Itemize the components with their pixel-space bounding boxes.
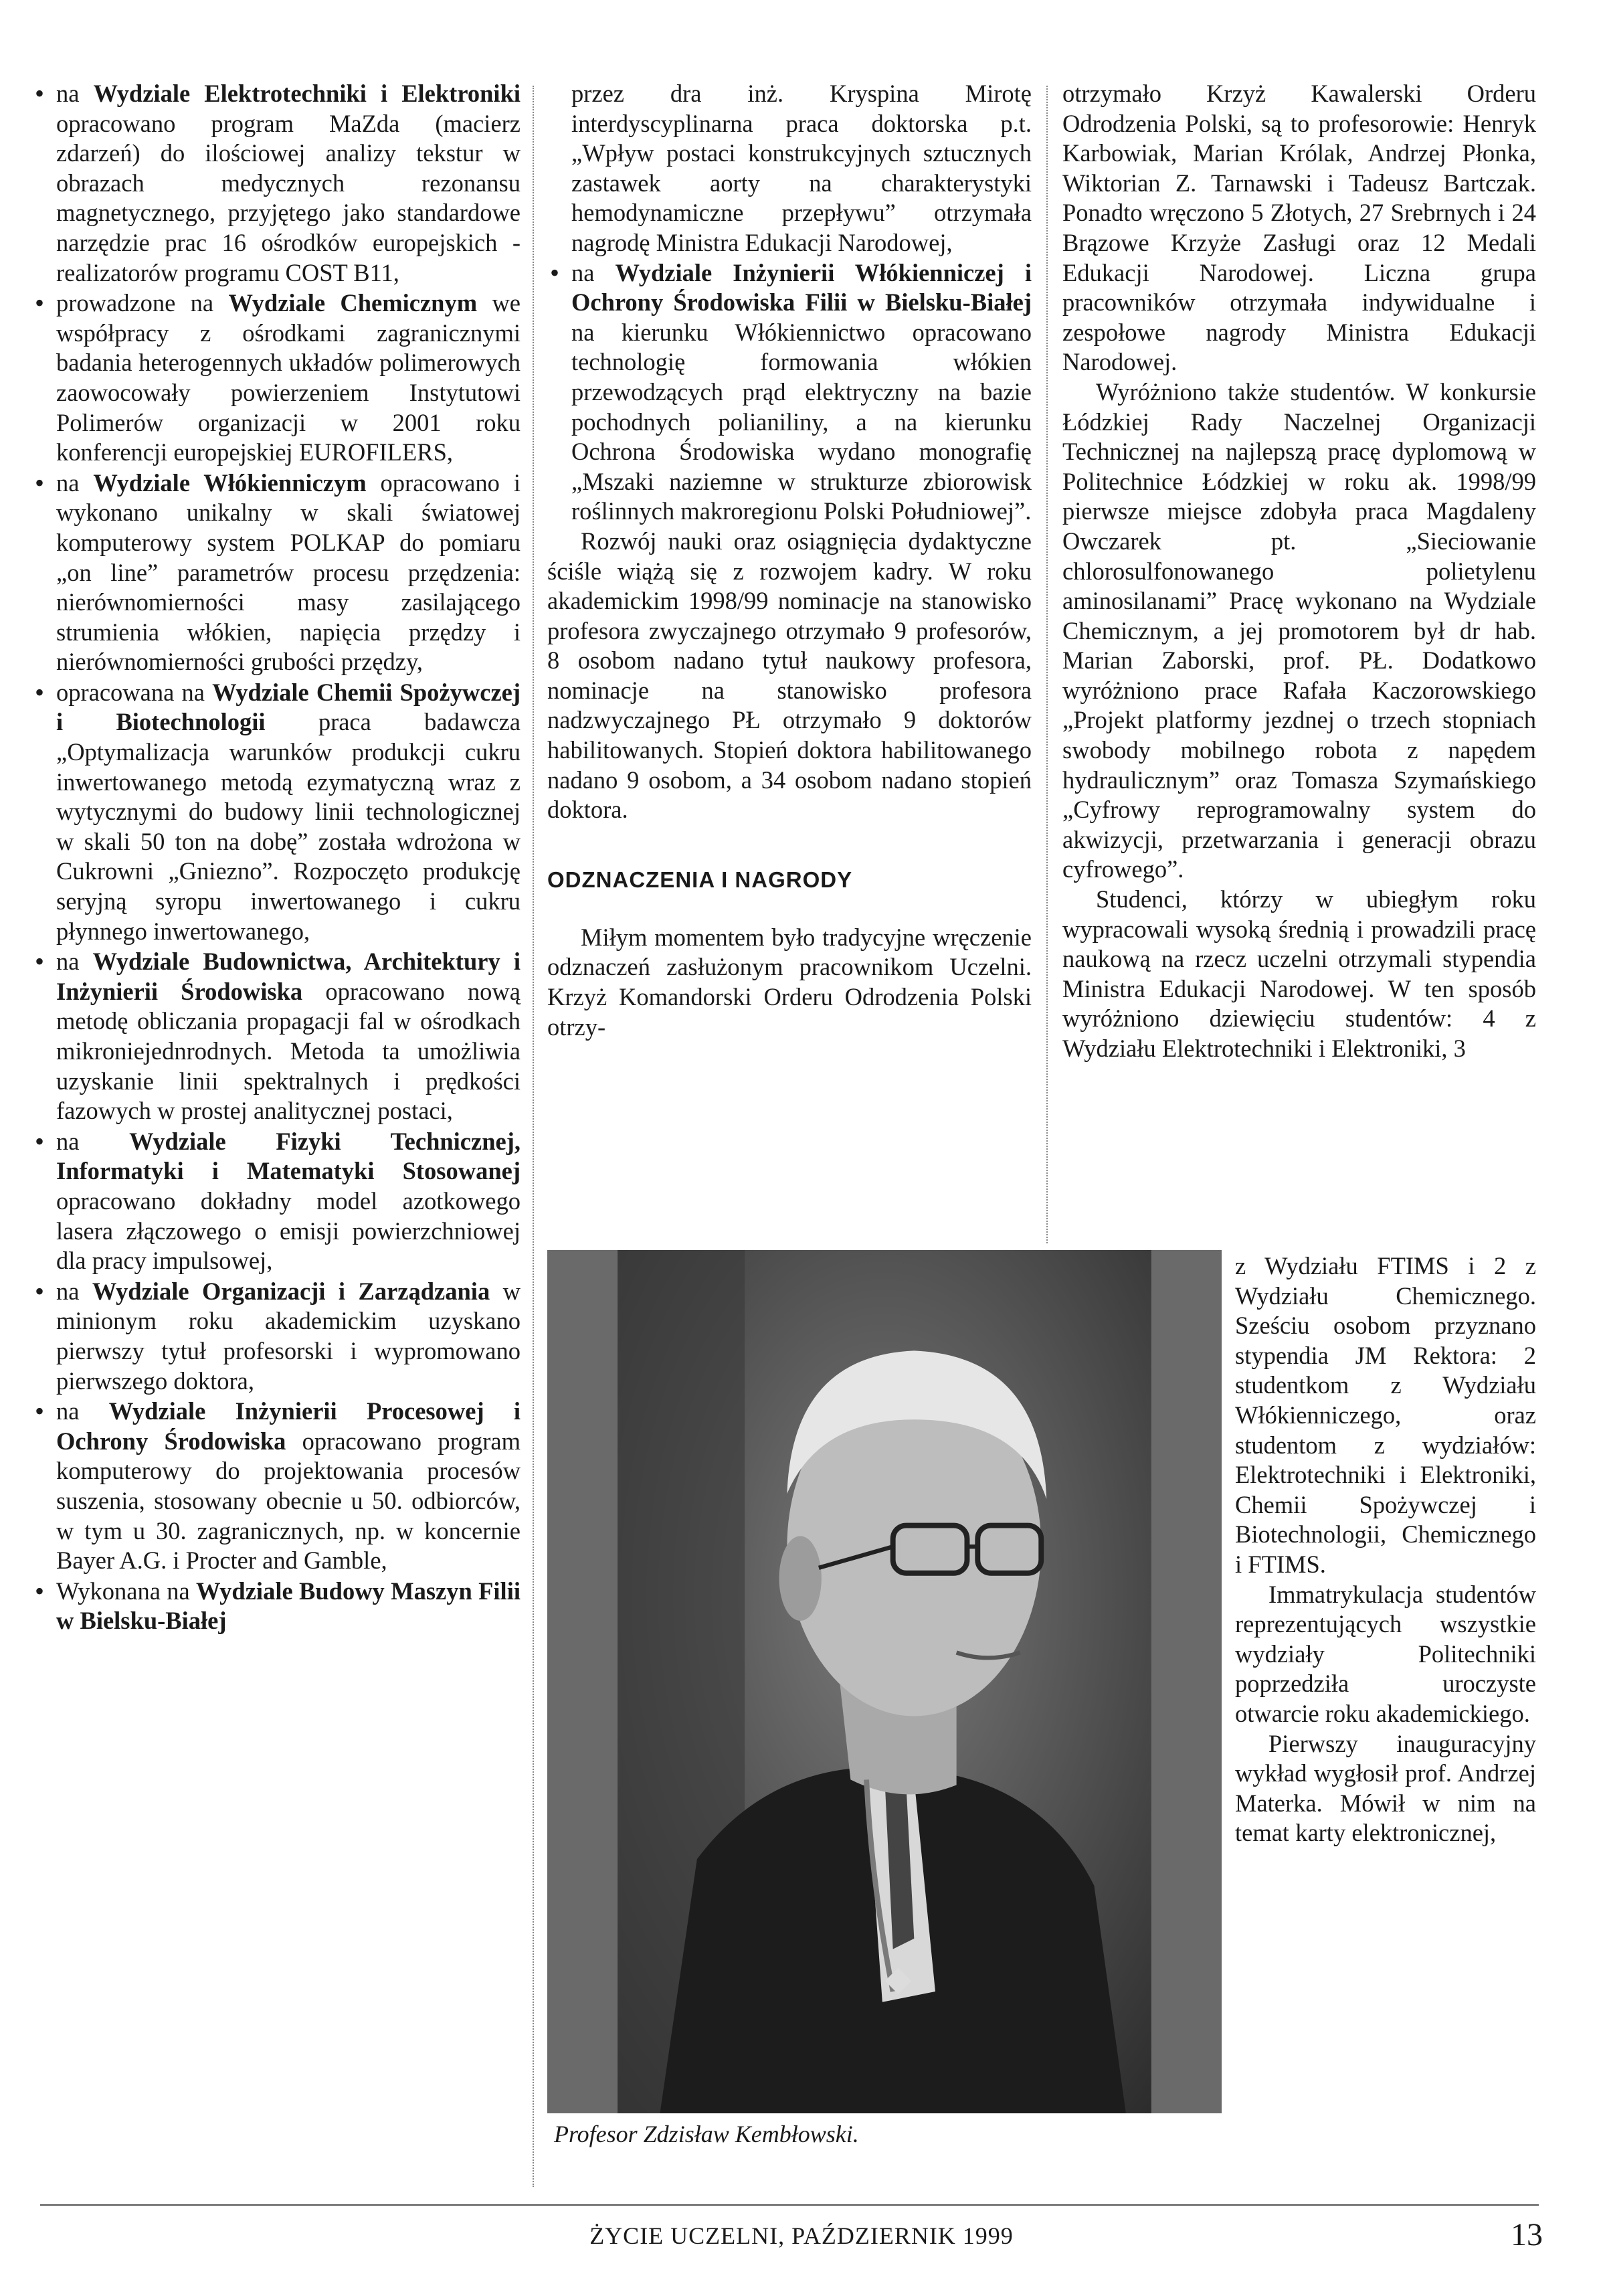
paragraph: z Wydziału FTIMS i 2 z Wydziału Chemicznego. Sześciu osobom przyznano stypendia JM Rektora: 2 studentkom z Wydziału Włókienniczego, oraz studentom z wydziałów: Elektrotechniki i Elektroniki, Chemii Spożywczej i Biotechnologii, Chemicznego i FTIMS. <box>1235 1252 1536 1578</box>
paragraph: Miłym momentem było tradycyjne wręczenie odznaczeń zasłużonym pracownikom Uczelni. Krzyż Komandorski Orderu Odrodzenia Polski otrzy- <box>547 923 1032 1041</box>
list-item: • Wykonana na Wydziale Budowy Maszyn Filii w Bielsku-Białej <box>32 1577 521 1636</box>
footer-rule <box>40 2204 1539 2206</box>
list-item: • na Wydziale Inżynierii Procesowej i Ochrony Środowiska opracowano program komputerowy do projektowania procesów suszenia, stosowany obecnie u 50. odbiorców, w tym u 30. zagranicznych, np. w koncernie Bayer A.G. i Procter and Gamble, <box>32 1397 521 1576</box>
list-item: • na Wydziale Fizyki Technicznej, Informatyki i Matematyki Stosowanej opracowano dokładny model azotkowego lasera złączowego o emisji powierzchniowej dla pracy impulsowej, <box>32 1127 521 1276</box>
list-item: • opracowana na Wydziale Chemii Spożywczej i Biotechnologii praca badawcza „Optymalizacja warunków produkcji cukru inwertowanego metodą ezymatyczną wraz z wytycznymi do budowy linii technologicznej w skali 50 ton na dobę” została wdrożona w Cukrowni „Gniezno”. Rozpoczęto produkcję seryjną syropu inwertowanego i cukru płynnego inwertowanego, <box>32 678 521 946</box>
achievements-list-cont <box>547 258 1032 527</box>
achievements-list <box>32 79 521 1636</box>
list-item: • na Wydziale Organizacji i Zarządzania w minionym roku akademickim uzyskano pierwszy tytuł profesorski i wypromowano pierwszego doktora, <box>32 1277 521 1396</box>
list-item: • na Wydziale Inżynierii Włókienniczej i Ochrony Środowiska Filii w Bielsku-Białej na kierunku Włókiennictwo opracowano technologię formowania włókien przewodzących prąd elektryczny na bazie pochodnych polianiliny, a na kierunku Ochrona Środowiska wydano monografię „Mszaki naziemne w strukturze zbiorowisk roślinnych makroregionu Polski Południowej”. <box>547 258 1032 527</box>
paragraph: Immatrykulacja studentów reprezentujących wszystkie wydziały Politechniki poprzedziła uroczyste otwarcie roku akademickiego. <box>1235 1580 1536 1727</box>
list-item: • na Wydziale Włókienniczym opracowano i wykonano unikalny w skali światowej komputerowy system POLKAP do pomiaru „on line” parametrów procesu przędzenia: nierównomierności masy zasilającego strumienia włókien, napięcia przędzy i nierównomierności grubości przędzy, <box>32 468 521 677</box>
portrait-image <box>547 1250 1222 2113</box>
running-footer <box>0 2222 1603 2250</box>
list-continuation: przez dra inż. Kryspina Mirotę interdyscyplinarna praca doktorska p.t. „Wpływ postaci konstrukcyjnych sztucznych zastawek aorty na charakterystyki hemodynamiczne przepływu” otrzymała nagrodę Ministra Edukacji Narodowej, <box>571 80 1032 256</box>
portrait-photo <box>547 1250 1222 2113</box>
page-number: 13 <box>1511 2217 1543 2253</box>
paragraph: Pierwszy inauguracyjny wykład wygłosił prof. Andrzej Materka. Mówił w nim na temat karty elektronicznej, <box>1235 1729 1536 1847</box>
column-1 <box>32 79 521 1636</box>
photo-caption: Profesor Zdzisław Kembłowski. <box>554 2121 859 2147</box>
list-item: • prowadzone na Wydziale Chemicznym we współpracy z ośrodkami zagranicznymi badania heterogennych układów polimerowych zaowocowały powierzeniem Instytutowi Polimerów organizacji w 2001 roku konferencji europejskiej EUROFILERS, <box>32 288 521 468</box>
journal-title: ŻYCIE UCZELNI, <box>589 2222 785 2249</box>
list-item: • na Wydziale Budownictwa, Architektury i Inżynierii Środowiska opracowano nową metodę obliczania propagacji fal w ośrodkach mikroniejednrodnych. Metoda ta umożliwia uzyskanie linii spektralnych i prędkości fazowych w prostej analitycznej postaci, <box>32 947 521 1126</box>
paragraph: Rozwój nauki oraz osiągnięcia dydaktyczne ściśle wiążą się z rozwojem kadry. W roku akademickim 1998/99 nominacje na stanowisko profesora zwyczajnego otrzymało 9 profesorów, 8 osobom nadano tytuł naukowy profesora, nominacje na stanowisko profesora nadzwyczajnego PŁ otrzymało 9 doktorów habilitowanych. Stopień doktora habilitowanego nadano 9 osobom, a 34 osobom nadano stopień doktora. <box>547 527 1032 824</box>
column-rule-1 <box>533 86 534 2187</box>
column-2 <box>547 79 1032 1042</box>
section-heading: ODZNACZENIA I NAGRODY <box>547 867 853 892</box>
list-item: • na Wydziale Elektrotechniki i Elektroniki opracowano program MaZda (macierz zdarzeń) do ilościowej analizy tekstur w obrazach medycznych rezonansu magnetycznego, przyjętego jako standardowe narzędzie prac 16 ośrodków europejskich - realizatorów programu COST B11, <box>32 79 521 288</box>
issue-date: PAŹDZIERNIK 1999 <box>791 2222 1014 2249</box>
paragraph: Studenci, którzy w ubiegłym roku wypracowali wysoką średnią i prowadzili pracę naukową na rzecz uczelni otrzymali stypendia Ministra Edukacji Narodowej. W ten sposób wyróżniono dziewięciu studentów: 4 z Wydziału Elektrotechniki i Elektroniki, 3 <box>1062 885 1536 1062</box>
column-3-beside-photo <box>1235 1251 1536 1848</box>
column-rule-2 <box>1046 86 1048 1243</box>
column-3 <box>1062 79 1536 1064</box>
paragraph: Wyróżniono także studentów. W konkursie Łódzkiej Rady Naczelnej Organizacji Technicznej na najlepszą pracę dyplomową w Politechnice Łódzkiej w roku ak. 1998/99 pierwsze miejsce zdobyła praca Magdaleny Owczarek pt. „Sieciowanie chlorosulfonowanego polietylenu aminosilanami” Pracę wykonano na Wydziale Chemicznym, a jej promotorem był dr hab. Marian Zaborski, prof. PŁ. Dodatkowo wyróżniono prace Rafała Kaczorowskiego „Projekt platformy jezdnej o trzech stopniach swobody mobilnego robota z napędem hydraulicznym” oraz Tomasza Szymańskiego „Cyfrowy reprogramowalny system do akwizycji, przetwarzania i generacji obrazu cyfrowego”. <box>1062 377 1536 883</box>
paragraph: otrzymało Krzyż Kawalerski Orderu Odrodzenia Polski, są to profesorowie: Henryk Karbowiak, Marian Królak, Andrzej Płonka, Wiktorian Z. Tarnawski i Tadeusz Bartczak. Ponadto wręczono 5 Złotych, 27 Srebrnych i 24 Brązowe Krzyże Zasługi oraz 12 Medali Edukacji Narodowej. Liczna grupa pracowników otrzymała indywidualne i zespołowe nagrody Ministra Edukacji Narodowej. <box>1062 80 1536 376</box>
